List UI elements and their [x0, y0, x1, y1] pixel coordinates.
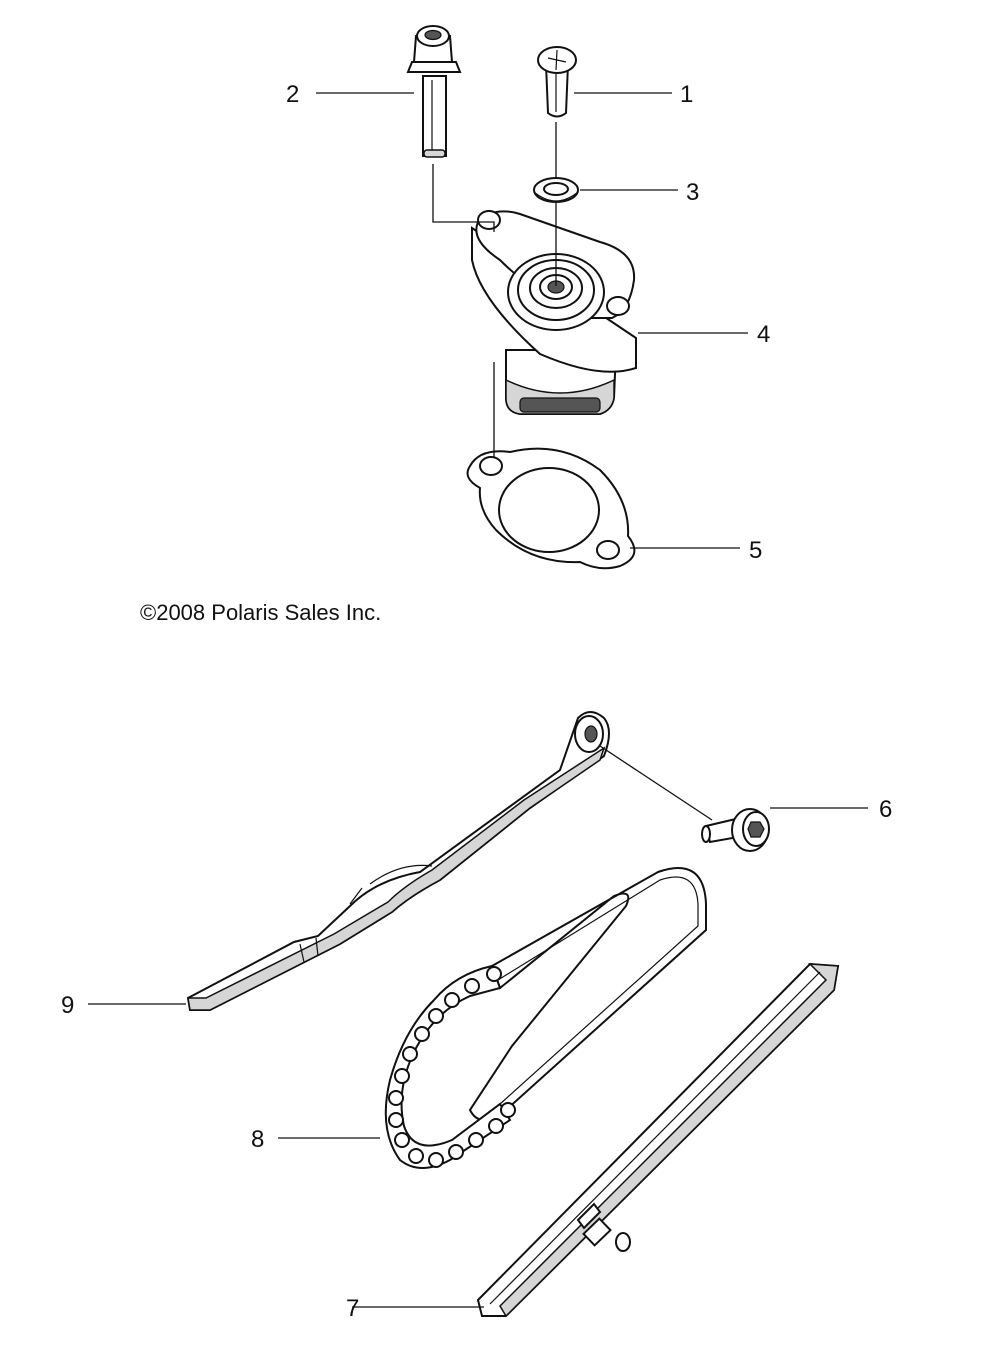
tensioner-blade-part: [188, 712, 609, 1010]
callout-6: 6: [879, 796, 893, 823]
flange-bolt-part: [408, 26, 460, 157]
callout-2: 2: [286, 81, 300, 108]
callout-1: 1: [680, 81, 694, 108]
callout-9: 9: [61, 992, 75, 1019]
callout-8: 8: [251, 1126, 265, 1153]
pivot-assembly-line: [600, 746, 712, 820]
gasket-part: [468, 449, 635, 569]
washer-part: [534, 178, 578, 202]
copyright-notice: ©2008 Polaris Sales Inc.: [140, 600, 382, 625]
plug-bolt-part: [538, 47, 576, 117]
tensioner-housing-part: [472, 211, 636, 414]
callout-7: 7: [346, 1295, 360, 1322]
chain-guide-part: [478, 964, 838, 1316]
callout-4: 4: [757, 321, 771, 348]
callout-5: 5: [749, 537, 763, 564]
callout-3: 3: [686, 179, 700, 206]
pivot-bolt-part: [702, 809, 769, 851]
